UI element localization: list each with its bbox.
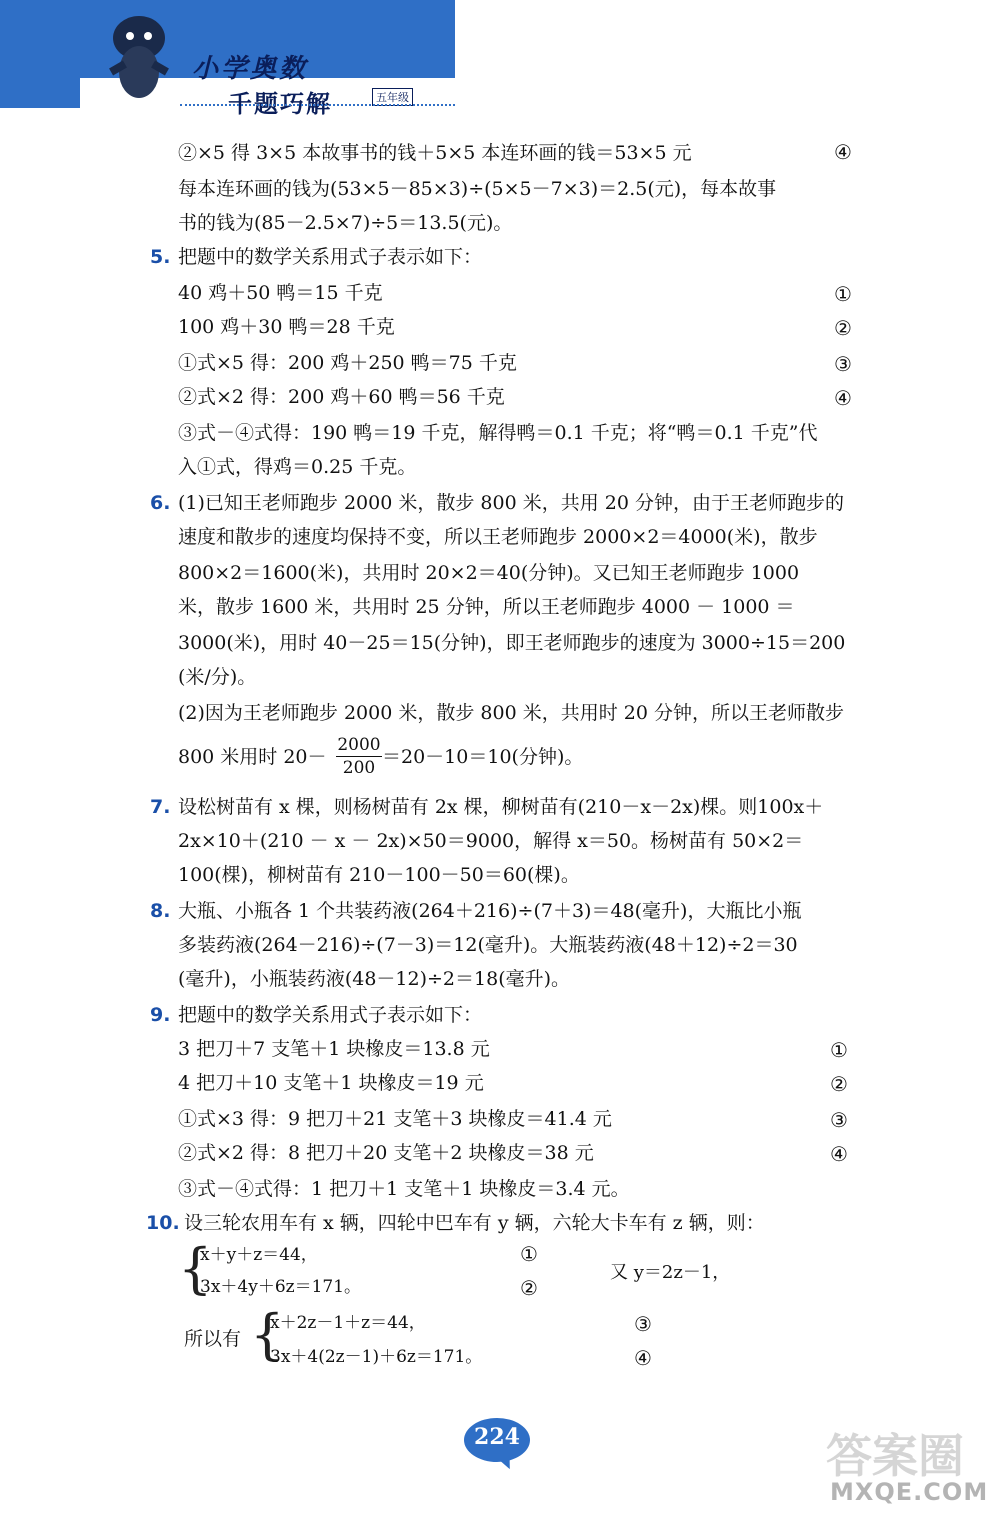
equation-mark: ② xyxy=(520,1276,538,1300)
page-header xyxy=(0,0,460,118)
equation-mark: ② xyxy=(830,1072,848,1096)
text-line: ②式×2 得：8 把刀＋20 支笔＋2 块橡皮＝38 元 xyxy=(178,1142,594,1164)
equation: 3x＋4y＋6z＝171。 xyxy=(200,1277,362,1297)
header-dotted-line xyxy=(180,104,455,106)
text-line: 设松树苗有 x 棵，则杨树苗有 2x 棵，柳树苗有(210－x－2x)棵。则100x＋ xyxy=(178,796,824,818)
text-line: 4 把刀＋10 支笔＋1 块橡皮＝19 元 xyxy=(178,1072,484,1094)
problem-number: 5. xyxy=(150,246,171,268)
text-line: 速度和散步的速度均保持不变，所以王老师跑步 2000×2＝4000(米)，散步 xyxy=(178,526,818,548)
problem-number: 7. xyxy=(150,796,171,818)
equation-mark: ④ xyxy=(634,1346,652,1370)
text-line: 入①式，得鸡＝0.25 千克。 xyxy=(178,456,417,478)
equation-mark: ① xyxy=(830,1038,848,1062)
equation: 又 y＝2z－1， xyxy=(610,1262,731,1283)
fraction-denominator: 200 xyxy=(342,758,376,778)
equation-mark: ④ xyxy=(834,386,852,410)
text-line: 100(棵)，柳树苗有 210－100－50＝60(棵)。 xyxy=(178,864,580,886)
equation-mark: ① xyxy=(834,282,852,306)
equation-mark: ③ xyxy=(830,1108,848,1132)
watermark-url: MXQE.COM xyxy=(830,1478,989,1506)
text-line: ②×5 得 3×5 本故事书的钱＋5×5 本连环画的钱＝53×5 元 xyxy=(178,142,692,164)
text-line: ①式×3 得：9 把刀＋21 支笔＋3 块橡皮＝41.4 元 xyxy=(178,1108,612,1130)
text-line: 把题中的数学关系用式子表示如下： xyxy=(178,246,483,268)
equation-mark: ① xyxy=(520,1242,538,1266)
text-line: ①式×5 得：200 鸡＋250 鸭＝75 千克 xyxy=(178,352,517,374)
text-line: 100 鸡＋30 鸭＝28 千克 xyxy=(178,316,395,338)
equation: x＋y＋z＝44， xyxy=(200,1245,318,1265)
equation: 3x＋4(2z－1)＋6z＝171。 xyxy=(270,1347,483,1367)
equation-mark: ④ xyxy=(834,140,852,164)
equation-mark: ② xyxy=(834,316,852,340)
equation-mark: ④ xyxy=(830,1142,848,1166)
text-line: 每本连环画的钱为(53×5－85×3)÷(5×5－7×3)＝2.5(元)，每本故事 xyxy=(178,178,777,200)
problem-number: 10. xyxy=(146,1212,180,1234)
equation-mark: ③ xyxy=(834,352,852,376)
text-line: 米，散步 1600 米，共用时 25 分钟，所以王老师跑步 4000 － 1000 ＝ xyxy=(178,596,795,618)
page-number: 224 xyxy=(474,1424,520,1450)
text-line: (2)因为王老师跑步 2000 米，散步 800 米，共用时 20 分钟，所以王老师散步 xyxy=(178,702,844,724)
system-brace: { xyxy=(178,1237,213,1300)
text-line: ②式×2 得：200 鸡＋60 鸭＝56 千克 xyxy=(178,386,505,408)
text-line: (毫升)，小瓶装药液(48－12)÷2＝18(毫升)。 xyxy=(178,968,571,990)
text-line: 3 把刀＋7 支笔＋1 块橡皮＝13.8 元 xyxy=(178,1038,490,1060)
problem-number: 9. xyxy=(150,1004,171,1026)
watermark-cn: 答案圈 xyxy=(826,1429,964,1483)
equation-mark: ③ xyxy=(634,1312,652,1336)
text-line: 2x×10＋(210 － x － 2x)×50＝9000，解得 x＝50。杨树苗有 50×2＝ xyxy=(178,830,804,852)
system-brace: { xyxy=(250,1303,285,1366)
text-line: ③式－④式得：190 鸭＝19 千克，解得鸭＝0.1 千克；将“鸭＝0.1 千克”代 xyxy=(178,422,818,444)
header-title-1: 小学奥数 xyxy=(192,54,309,84)
text-line: 书的钱为(85－2.5×7)÷5＝13.5(元)。 xyxy=(178,212,513,234)
fraction-numerator: 2000 xyxy=(337,735,381,755)
mascot-icon xyxy=(96,8,182,104)
text-line: 大瓶、小瓶各 1 个共装药液(264＋216)÷(7＋3)＝48(毫升)，大瓶比小瓶 xyxy=(178,900,802,922)
problem-number: 8. xyxy=(150,900,171,922)
text-line: 多装药液(264－216)÷(7－3)＝12(毫升)。大瓶装药液(48＋12)÷2＝30 xyxy=(178,934,798,956)
text-line: ＝20－10＝10(分钟)。 xyxy=(382,746,584,768)
equation: x＋2z－1＋z＝44， xyxy=(270,1313,426,1333)
text-line: ③式－④式得：1 把刀＋1 支笔＋1 块橡皮＝3.4 元。 xyxy=(178,1178,630,1200)
header-grade-badge: 五年级 xyxy=(372,88,413,106)
text-line: (米/分)。 xyxy=(178,666,257,688)
text-line: 3000(米)，用时 40－25＝15(分钟)，即王老师跑步的速度为 3000÷15＝200 xyxy=(178,632,846,654)
text-line: 800 米用时 20－ xyxy=(178,746,327,768)
text-line: 40 鸡＋50 鸭＝15 千克 xyxy=(178,282,383,304)
text-line: 把题中的数学关系用式子表示如下： xyxy=(178,1004,483,1026)
problem-number: 6. xyxy=(150,492,171,514)
text-line: 800×2＝1600(米)，共用时 20×2＝40(分钟)。又已知王老师跑步 1000 xyxy=(178,562,800,584)
header-title-2: 千题巧解 xyxy=(228,89,332,118)
fraction xyxy=(336,734,382,779)
text-line: 所以有 xyxy=(184,1328,242,1350)
text-line: 设三轮农用车有 x 辆，四轮中巴车有 y 辆，六轮大卡车有 z 辆，则： xyxy=(184,1212,765,1234)
text-line: (1)已知王老师跑步 2000 米，散步 800 米，共用 20 分钟，由于王老师跑步的 xyxy=(178,492,844,514)
